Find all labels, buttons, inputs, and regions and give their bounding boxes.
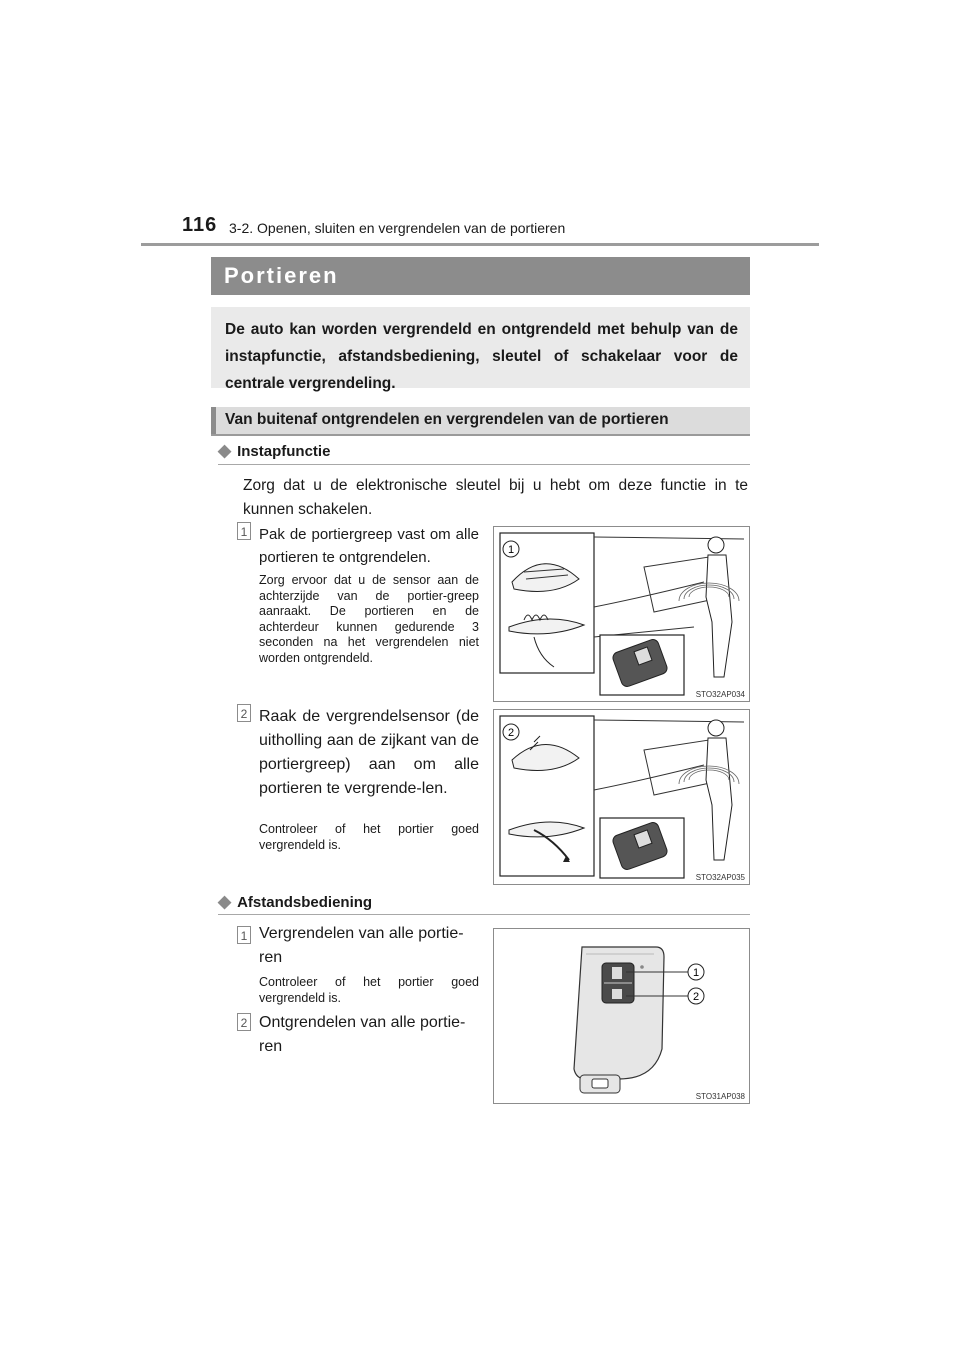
instap-step2-text: Raak de vergrendelsensor (de uitholling aan de zijkant van de portiergreep) aan om alle portieren te vergrende-len. [259, 708, 479, 797]
section-heading: Van buitenaf ontgrendelen en vergrendelen van de portieren [225, 411, 669, 428]
section-heading-bar [211, 407, 750, 436]
door-lock-illustration [494, 710, 749, 884]
figure-code: STO32AP034 [695, 690, 745, 699]
afstand-step1-text: Vergrendelen van alle portie-ren [259, 925, 464, 966]
step-number: 1 [237, 926, 251, 944]
figure-callout: 1 [692, 967, 700, 979]
instap-step2-note: Controleer of het portier goed vergrendeld is. [259, 822, 479, 852]
step-number: 2 [237, 1013, 251, 1031]
diamond-icon: ◆ [218, 892, 232, 911]
afstand-step1-note: Controleer of het portier goed vergrendeld is. [259, 975, 479, 1005]
subheading-afstandsbediening-text: Afstandsbediening [237, 894, 373, 911]
chapter-title: 3-2. Openen, sluiten en vergrendelen van de portieren [229, 220, 566, 236]
header-rule [141, 243, 819, 246]
page-title: Portieren [224, 263, 339, 288]
figure-door-handle-unlock [493, 526, 750, 702]
instap-step1-note: Zorg ervoor dat u de sensor aan de achterzijde van de portier-greep aanraakt. De portieren en de achterdeur kunnen gedurende 3 seconden na het vergrendelen niet worden ontgrendeld. [259, 573, 479, 665]
step-number: 2 [237, 704, 251, 722]
diamond-icon: ◆ [218, 441, 232, 460]
afstand-step2-text: Ontgrendelen van alle portie-ren [259, 1014, 466, 1055]
subheading-rule [218, 914, 750, 915]
figure-code: STO32AP035 [695, 873, 745, 882]
remote-key-illustration [494, 929, 749, 1103]
figure-callout: 2 [692, 991, 700, 1003]
intro-box [211, 307, 750, 392]
instap-step1-text: Pak de portiergreep vast om alle portieren te ontgrendelen. [259, 526, 479, 566]
instap-intro: Zorg dat u de elektronische sleutel bij u hebt om deze functie in te kunnen schakelen. [243, 477, 748, 518]
subheading-instapfunctie [218, 441, 330, 461]
figure-code: STO31AP038 [695, 1092, 745, 1101]
figure-callout: 2 [507, 727, 515, 739]
page-number: 116 [182, 214, 218, 236]
door-handle-illustration [494, 527, 749, 701]
step-number: 1 [237, 522, 251, 540]
unlock-icon [612, 989, 622, 999]
intro-text: De auto kan worden vergrendeld en ontgrendeld met behulp van de instapfunctie, afstandsbediening, sleutel of schakelaar voor de centrale vergrendeling. [225, 321, 738, 392]
lock-icon [612, 967, 622, 979]
figure-remote-key [493, 928, 750, 1104]
section-accent [211, 407, 216, 434]
subheading-afstandsbediening [218, 892, 372, 912]
title-bar [211, 257, 750, 295]
subheading-rule [218, 464, 750, 465]
subheading-instapfunctie-text: Instapfunctie [237, 443, 331, 460]
figure-callout: 1 [507, 544, 515, 556]
figure-door-handle-lock [493, 709, 750, 885]
